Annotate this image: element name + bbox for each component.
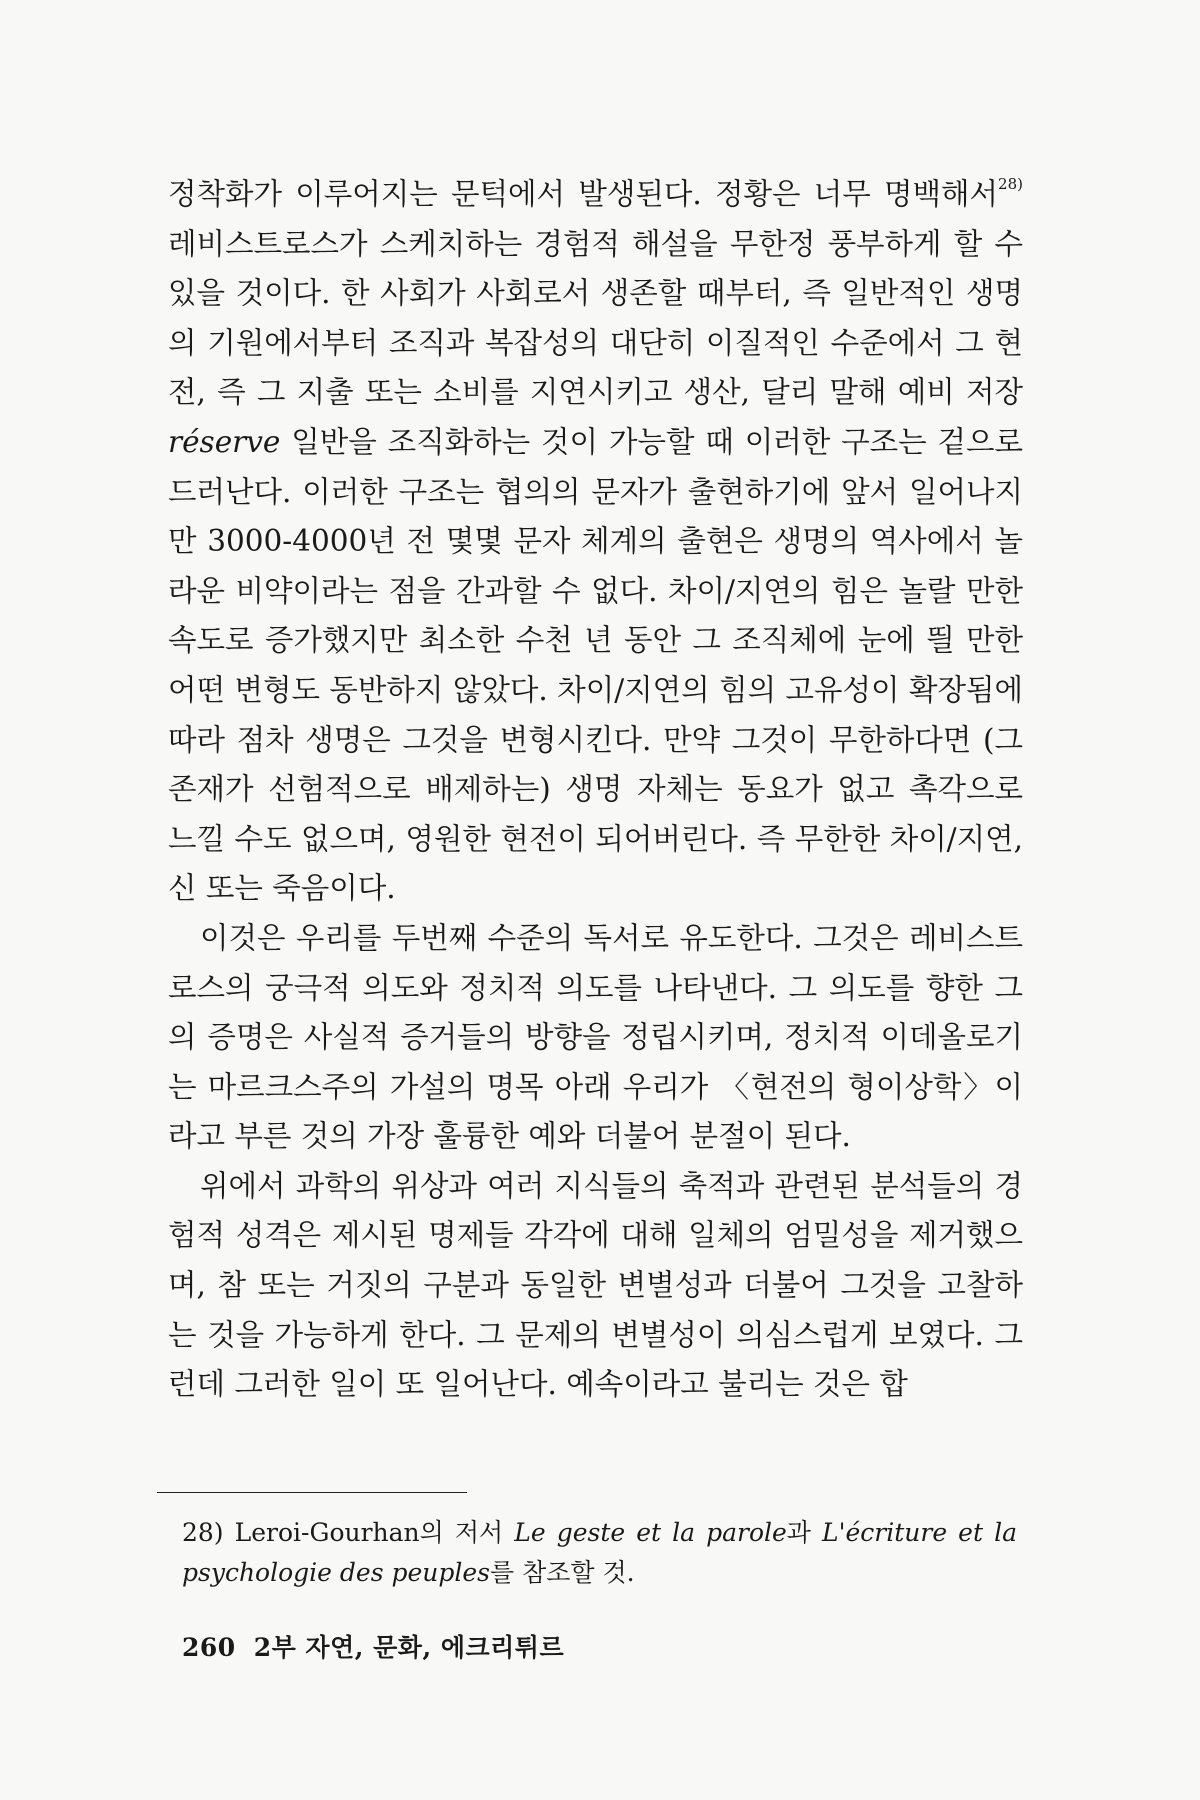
footnote-text-b: 과 [786,1518,822,1547]
footnote-text-a: Leroi-Gourhan의 저서 [223,1518,515,1547]
footnote-number: 28) [182,1518,224,1547]
paragraph-1 [168,170,1023,914]
paragraph-1-part-1: 정착화가 이루어지는 문턱에서 발생된다. 정황은 너무 명백해서 [168,177,999,211]
footnote-text-c: 를 참조할 것. [490,1558,635,1587]
footnote-separator [157,1492,467,1493]
page-footer [182,1628,564,1664]
page-number: 260 [182,1633,236,1662]
paragraph-2: 이것은 우리를 두번째 수준의 독서로 유도한다. 그것은 레비스트로스의 궁극적 의도와 정치적 의도를 나타낸다. 그 의도를 향한 그의 증명은 사실적 증거들의 방향을 정립시키며, 정치적 이데올로기는 마르크스주의 가설의 명목 아래 우리가 〈현전의 형이상학〉이라고 부른 것의 가장 훌륭한 예와 더불어 분절이 된다. [168,920,1023,1154]
footnote-title-2: L'écriture et la psychologie des peuples [182,1518,1017,1587]
paragraph-1-part-2: 레비스트로스가 스케치하는 경험적 해설을 무한정 풍부하게 할 수 있을 것이다. 한 사회가 사회로서 생존할 때부터, 즉 일반적인 생명의 기원에서부터 조직과 복잡성의 대단히 이질적인 수준에서 그 현전, 즉 그 지출 또는 소비를 지연시키고 생산, 달리 말해 예비 저장 [168,226,1023,410]
footnote-title-1: Le geste et la parole [514,1518,787,1547]
italic-term: réserve [168,424,281,459]
paragraph-3: 위에서 과학의 위상과 여러 지식들의 축적과 관련된 분석들의 경험적 성격은 제시된 명제들 각각에 대해 일체의 엄밀성을 제거했으며, 참 또는 거짓의 구분과 동일한 변별성과 더불어 그것을 고찰하는 것을 가능하게 한다. 그 문제의 변별성이 의심스럽게 보였다. 그런데 그러한 일이 또 일어난다. 예속이라고 불리는 것은 합 [168,1168,1023,1402]
footnote-reference: 28) [998,175,1023,193]
main-text [168,170,1023,1410]
footnote [182,1513,1017,1593]
running-title: 2부 자연, 문화, 에크리튀르 [253,1633,565,1662]
paragraph-1-part-3: 일반을 조직화하는 것이 가능할 때 이러한 구조는 겉으로 드러난다. 이러한 구조는 협의의 문자가 출현하기에 앞서 일어나지만 3000-4000년 전 몇몇 문자 체계의 출현은 생명의 역사에서 놀라운 비약이라는 점을 간과할 수 없다. 차이/지연의 힘은 놀랄 만한 속도로 증가했지만 최소한 수천 년 동안 그 조직체에 눈에 띌 만한 어떤 변형도 동반하지 않았다. 차이/지연의 힘의 고유성이 확장됨에 따라 점차 생명은 그것을 변형시킨다. 만약 그것이 무한하다면 (그 존재가 선험적으로 배제하는) 생명 자체는 동요가 없고 촉각으로 느낄 수도 없으며, 영원한 현전이 되어버린다. 즉 무한한 차이/지연, 신 또는 죽음이다. [168,424,1023,906]
